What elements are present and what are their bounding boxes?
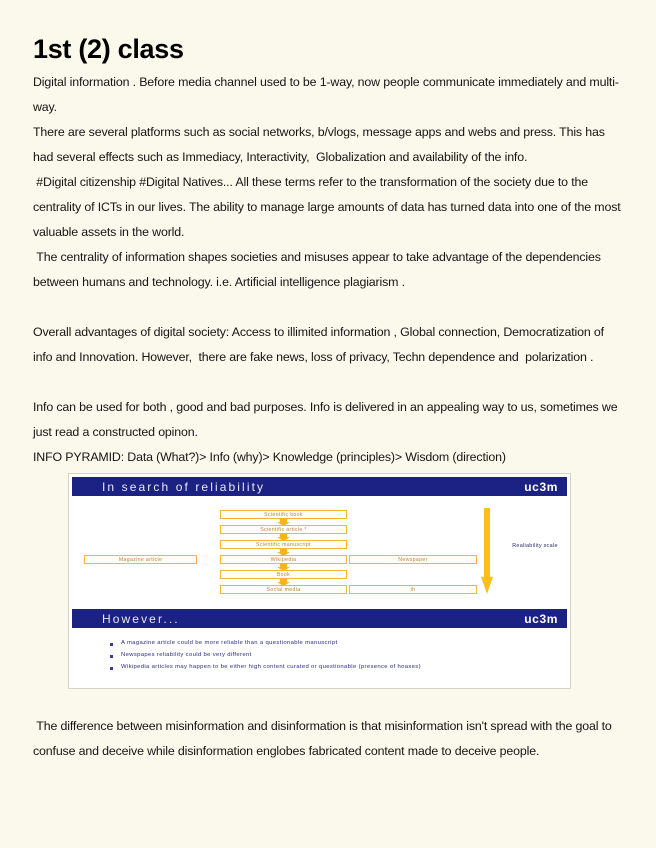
bullet-text: A magazine article could be more reliable than a questionable manuscript [121, 640, 338, 646]
reliability-scale-arrow-icon [481, 508, 493, 594]
paragraph-intro: Digital information . Before media channel used to be 1-way, now people communicate immediately and multi-way. [33, 75, 619, 114]
bullet-dot-icon [110, 667, 113, 670]
paragraph-gap-2 [33, 370, 626, 395]
reliability-scale-label: Realiability scale [512, 543, 558, 549]
paragraph-digital-citizenship: #Digital citizenship #Digital Natives... All these terms refer to the transformation of the society due to the centrality of ICTs in our lives. The ability to manage large amounts of data has turned data into one of the most valuable assets in the world. [33, 175, 624, 239]
uc3m-logo-icon: uc3m [524, 611, 558, 626]
list-item [110, 663, 557, 673]
paragraph-advantages: Overall advantages of digital society: Access to illimited information , Global connection, Democratization of info and Innovation. However, there are fake news, loss of privacy, Techn dependence and polarization . [33, 325, 608, 364]
paragraph-gap [33, 295, 626, 320]
bullet-text: Newspapes reliability could be very different [121, 652, 252, 658]
paragraph-platforms: There are several platforms such as social networks, b/vlogs, message apps and webs and press. This has had several effects such as Immediacy, Interactivity, Globalization and availability of the info. [33, 125, 609, 164]
uc3m-logo-icon: uc3m [524, 479, 558, 494]
paragraph-centrality: The centrality of information shapes societies and misuses appear to take advantage of the dependencies between humans and technology. i.e. Artificial intelligence plagiarism . [33, 250, 605, 289]
paragraph-info-pyramid: INFO PYRAMID: Data (What?)> Info (why)> Knowledge (principles)> Wisdom (direction) [33, 450, 506, 464]
paragraph-gap-3 [33, 689, 626, 714]
reliability-box-magazine-article: Magazine article [84, 555, 197, 564]
slide-header-however [72, 609, 567, 630]
reliability-box-book: Book [220, 570, 347, 579]
slide-reliability [72, 477, 567, 606]
slide-title-however: However... [102, 611, 180, 626]
page-title: 1st (2) class [33, 34, 184, 64]
slide-title-reliability: In search of reliability [102, 479, 266, 494]
reliability-box-social-media: Social media [220, 585, 347, 594]
bullet-dot-icon [110, 655, 113, 658]
reliability-box-wikipedia: Wikipedia [220, 555, 347, 564]
list-item [110, 639, 557, 649]
list-item [110, 651, 557, 661]
reliability-box-newspaper: Newspaper [349, 555, 477, 564]
reliability-diagram [72, 498, 567, 606]
paragraph-info-use: Info can be used for both , good and bad purposes. Info is delivered in an appealing way to us, sometimes we just read a constructed opinon. [33, 400, 621, 439]
however-bullet-list [72, 630, 567, 684]
slide-however [72, 609, 567, 684]
slide-header-reliability [72, 477, 567, 498]
bullet-text: Wikipedia articles may happen to be either high content curated or questionable (presence of hoaxes) [121, 664, 421, 670]
bullet-dot-icon [110, 643, 113, 646]
reliability-box-scientific-article: Scientific article * [220, 525, 347, 534]
reliability-box-scientific-manuscript: Scientific manuscript [220, 540, 347, 549]
embedded-slide-image [68, 473, 571, 689]
reliability-box-ih: ih [349, 585, 477, 594]
reliability-box-scientific-book: Scientific book [220, 510, 347, 519]
paragraph-misinformation: The difference between misinformation and disinformation is that misinformation isn't spread with the goal to confuse and deceive while disinformation englobes fabricated content made to deceive people. [33, 719, 615, 758]
